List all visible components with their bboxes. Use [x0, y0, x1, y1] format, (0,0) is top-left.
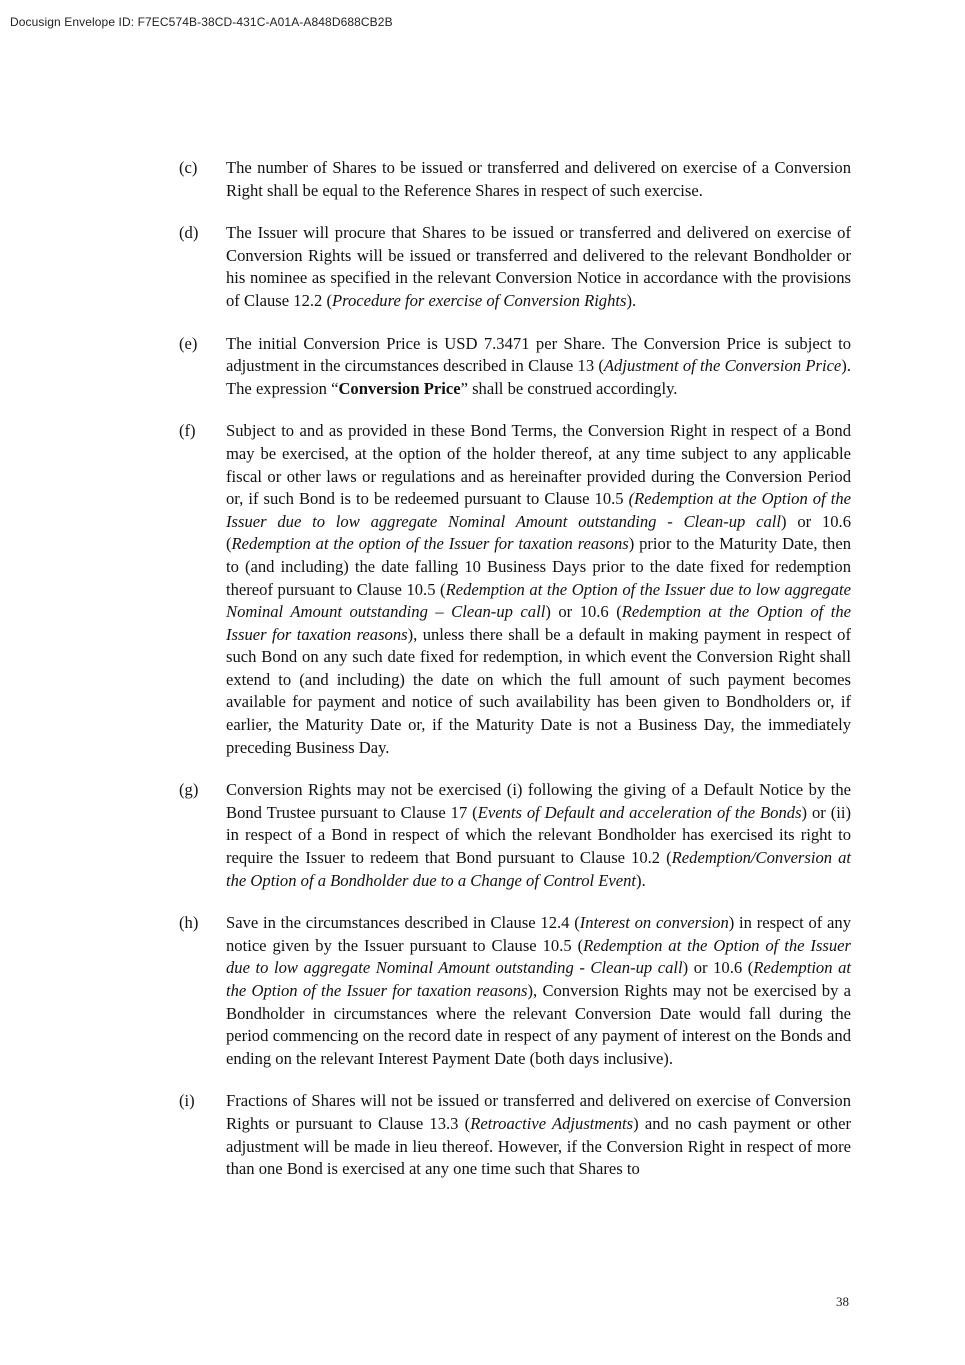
- clause-label: (e): [179, 333, 198, 353]
- clause-text: [226, 222, 851, 312]
- clause-item: [179, 779, 851, 892]
- clause-text-run: ).: [626, 290, 637, 310]
- clause-label: (h): [179, 913, 199, 933]
- clause-text-run: ) in respect of any notice given by the Issuer pursuant to Clause 10.5 (: [226, 913, 851, 955]
- clause-item: [179, 222, 851, 312]
- clause-label: (g): [179, 780, 199, 800]
- italic-reference: Adjustment of the Conversion Price: [603, 356, 842, 376]
- italic-reference: Events of Default and acceleration of the Bonds: [477, 802, 802, 822]
- docusign-envelope-id: Docusign Envelope ID: F7EC574B-38CD-431C-A01A-A848D688CB2B: [10, 15, 393, 29]
- clause-label: (i): [179, 1091, 195, 1111]
- clause-text-run: ), unless there shall be a default in making payment in respect of such Bond on any such date fixed for redemption, in which event the Conversion Right shall extend to (and including) the date on which the full amount of such payment becomes available for payment and notice of such availability has been given to Bondholders or, if earlier, the Maturity Date or, if the Maturity Date is not a Business Day, the immediately preceding Business Day.: [226, 624, 851, 757]
- clause-text: [226, 912, 851, 1070]
- clause-text-run: The number of Shares to be issued or transferred and delivered on exercise of a Conversion Right shall be equal to the Reference Shares in respect of such exercise.: [226, 158, 851, 200]
- clause-text-run: ) and no cash payment or other adjustment will be made in lieu thereof. However, if the Conversion Right in respect of more than one Bond is exercised at any one time such that Shares to: [226, 1113, 851, 1179]
- clause-text-run: ) prior to the Maturity Date, then to (and including) the date falling 10 Business Days prior to the date fixed for redemption thereof pursuant to Clause 10.5 (: [226, 534, 851, 599]
- page-number: 38: [836, 1294, 849, 1309]
- clause-text-run: ). The expression “: [226, 356, 851, 398]
- clause-text: [226, 157, 851, 202]
- clause-text-run: ) or 10.6 (: [682, 958, 754, 978]
- clause-text: [226, 333, 851, 401]
- italic-reference: Redemption at the Option of the Issuer for taxation reasons: [226, 958, 851, 1000]
- clause-text-run: Fractions of Shares will not be issued or transferred and delivered on exercise of Conversion Rights or pursuant to Clause 13.3 (: [226, 1091, 851, 1133]
- clause-text: [226, 1090, 851, 1180]
- clause-text-run: Conversion Rights may not be exercised (i) following the giving of a Default Notice by the Bond Trustee pursuant to Clause 17 (: [226, 780, 851, 822]
- clause-label: (d): [179, 223, 199, 243]
- clause-text-run: The initial Conversion Price is USD 7.3471 per Share. The Conversion Price is subject to adjustment in the circumstances described in Clause 13 (: [226, 333, 851, 376]
- clause-item: [179, 333, 851, 401]
- clause-label: (f): [179, 421, 196, 441]
- clause-text: [226, 779, 851, 892]
- clause-text-run: Save in the circumstances described in Clause 12.4 (: [226, 913, 580, 933]
- italic-reference: Redemption at the Option of the Issuer for taxation reasons: [226, 602, 852, 644]
- clause-text-run: ) or 10.6 (: [545, 602, 622, 622]
- italic-reference: Interest on conversion: [579, 913, 729, 933]
- italic-reference: Redemption/Conversion at the Option of a Bondholder due to a Change of Control Event: [226, 848, 851, 890]
- clause-item: [179, 157, 851, 202]
- italic-reference: Redemption at the Option of the Issuer due to low aggregate Nominal Amount outstanding - Clean-up call: [226, 935, 851, 978]
- italic-reference: (Redemption at the Option of the Issuer due to low aggregate Nominal Amount outstanding - Clean-up call: [226, 489, 851, 531]
- clause-list: [179, 157, 851, 1201]
- clause-text-run: The Issuer will procure that Shares to be issued or transferred and delivered on exercise of Conversion Rights will be issued or transferred and delivered to the relevant Bondholder or his nominee as specified in the relevant Conversion Notice in accordance with the provisions of Clause 12.2 (: [226, 223, 851, 310]
- clause-item: [179, 420, 851, 759]
- clause-text-run: ) or 10.6 (: [226, 511, 851, 554]
- italic-reference: Redemption at the Option of the Issuer due to low aggregate Nominal Amount outstanding – Clean-up call: [226, 579, 852, 622]
- clause-item: [179, 1090, 851, 1180]
- italic-reference: Procedure for exercise of Conversion Rights: [332, 290, 627, 310]
- clause-text-run: ).: [636, 870, 646, 890]
- clause-item: [179, 912, 851, 1070]
- clause-label: (c): [179, 158, 198, 177]
- clause-text: [226, 420, 851, 759]
- clause-text-run: ” shall be construed accordingly.: [460, 378, 678, 398]
- clause-text-run: ) or (ii) in respect of a Bond in respect of which the relevant Bondholder has exercised its right to require the Issuer to redeem that Bond pursuant to Clause 10.2 (: [226, 802, 851, 868]
- clause-text-run: Subject to and as provided in these Bond Terms, the Conversion Right in respect of a Bond may be exercised, at the option of the holder thereof, at any time subject to any applicable fiscal or other laws or regulations and as hereinafter provided during the Conversion Period or, if such Bond is to be redeemed pursuant to Clause 10.5: [226, 421, 851, 509]
- clause-text-run: ), Conversion Rights may not be exercised by a Bondholder in circumstances where the relevant Conversion Date would fall during the period commencing on the record date in respect of any payment of interest on the Bonds and ending on the relevant Interest Payment Date (both days inclusive).: [226, 981, 851, 1068]
- italic-reference: Redemption at the option of the Issuer for taxation reasons: [231, 534, 629, 554]
- bold-term: Conversion Price: [338, 378, 461, 398]
- italic-reference: Retroactive Adjustments: [470, 1113, 634, 1133]
